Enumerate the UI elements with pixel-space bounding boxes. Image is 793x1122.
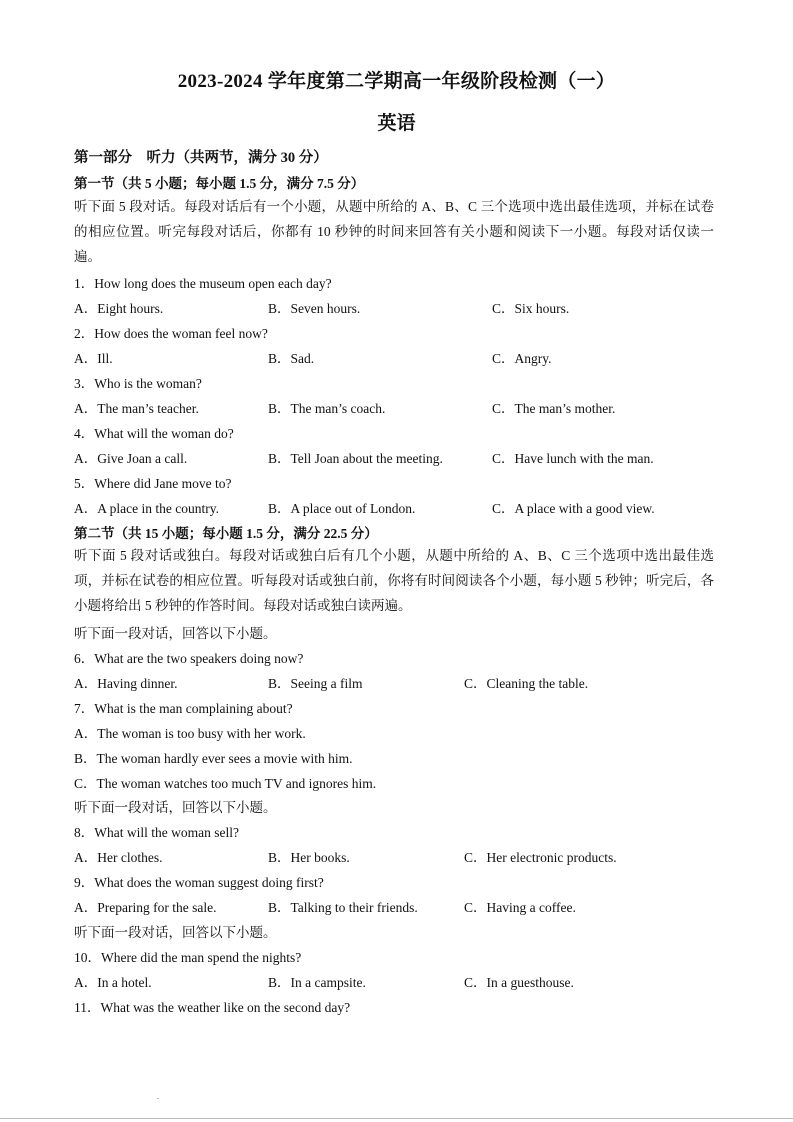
- option-b: B．Sad.: [268, 351, 315, 366]
- option-c: C．A place with a good view.: [492, 501, 655, 516]
- option-b: B．In a campsite.: [268, 975, 366, 990]
- option-b: B．Seeing a film: [268, 676, 363, 691]
- option-a: A．Preparing for the sale.: [74, 900, 217, 915]
- option-b: B．Her books.: [268, 850, 350, 865]
- section2-directions: 听下面 5 段对话或独白。每段对话或独白后有几个小题，从题中所给的 A、B、C 三个选项中选出最佳选项，并标在试卷的相应位置。听每段对话或独白前，你将有时间阅读各个小题，每小题 5 秒钟；听完后，各小题将给出 5 秒钟的作答时间。每段对话或独白读两遍。: [74, 548, 714, 613]
- option-a: A．Having dinner.: [74, 676, 178, 691]
- option-a: A．Give Joan a call.: [74, 451, 188, 466]
- option-c: C．Have lunch with the man.: [492, 451, 654, 466]
- option-b: B．Seven hours.: [268, 301, 361, 316]
- part-heading: 第一部分 听力（共两节，满分 30 分）: [74, 150, 328, 166]
- option-c: C．Cleaning the table.: [464, 676, 589, 691]
- option-a: A．Her clothes.: [74, 850, 163, 865]
- option-b: B．Talking to their friends.: [268, 900, 418, 915]
- option-a: A．A place in the country.: [74, 501, 219, 516]
- question-stem: 2．How does the woman feel now?: [74, 326, 268, 341]
- option-c: C．The woman watches too much TV and ignores him.: [74, 776, 377, 791]
- question-stem: 9．What does the woman suggest doing first?: [74, 875, 324, 890]
- option-a: A．The woman is too busy with her work.: [74, 726, 306, 741]
- question-stem: 4．What will the woman do?: [74, 426, 234, 441]
- listening-instruction: 听下面一段对话，回答以下小题。: [74, 626, 277, 641]
- question-stem: 10．Where did the man spend the nights?: [74, 950, 302, 965]
- option-b: B．The man’s coach.: [268, 401, 386, 416]
- exam-title: 2023-2024 学年度第二学期高一年级阶段检测（一）: [177, 71, 616, 92]
- question-stem: 8．What will the woman sell?: [74, 825, 239, 840]
- section1-heading: 第一节（共 5 小题；每小题 1.5 分，满分 7.5 分）: [74, 176, 365, 191]
- option-b: B．A place out of London.: [268, 501, 416, 516]
- subject-title: 英语: [377, 113, 416, 134]
- option-c: C．The man’s mother.: [492, 401, 616, 416]
- option-c: C．Angry.: [492, 351, 552, 366]
- option-a: A．In a hotel.: [74, 975, 152, 990]
- option-a: A．The man’s teacher.: [74, 401, 199, 416]
- listening-instruction: 听下面一段对话，回答以下小题。: [74, 800, 277, 815]
- question-stem: 1．How long does the museum open each day?: [74, 276, 332, 291]
- option-b: B．Tell Joan about the meeting.: [268, 451, 443, 466]
- section2-heading: 第二节（共 15 小题；每小题 1.5 分，满分 22.5 分）: [74, 526, 378, 541]
- option-c: C．Having a coffee.: [464, 900, 576, 915]
- listening-instruction: 听下面一段对话，回答以下小题。: [74, 925, 277, 940]
- option-a: A．Ill.: [74, 351, 113, 366]
- option-a: A．Eight hours.: [74, 301, 164, 316]
- question-stem: 3．Who is the woman?: [74, 376, 202, 391]
- section1-directions: 听下面 5 段对话。每段对话后有一个小题，从题中所给的 A、B、C 三个选项中选出最佳选项，并标在试卷的相应位置。听完每段对话后，你都有 10 秒钟的时间来回答有关小题和阅读下一小题。每段对话仅读一遍。: [74, 199, 714, 264]
- question-stem: 6．What are the two speakers doing now?: [74, 651, 304, 666]
- option-b: B．The woman hardly ever sees a movie with him.: [74, 751, 353, 766]
- option-c: C．Her electronic products.: [464, 850, 617, 865]
- page-bottom-rule: [0, 1118, 793, 1119]
- question-stem: 5．Where did Jane move to?: [74, 476, 232, 491]
- question-stem: 7．What is the man complaining about?: [74, 701, 293, 716]
- question-stem: 11．What was the weather like on the second day?: [74, 1000, 351, 1015]
- option-c: C．In a guesthouse.: [464, 975, 574, 990]
- option-c: C．Six hours.: [492, 301, 570, 316]
- page-mark: .: [157, 1092, 159, 1101]
